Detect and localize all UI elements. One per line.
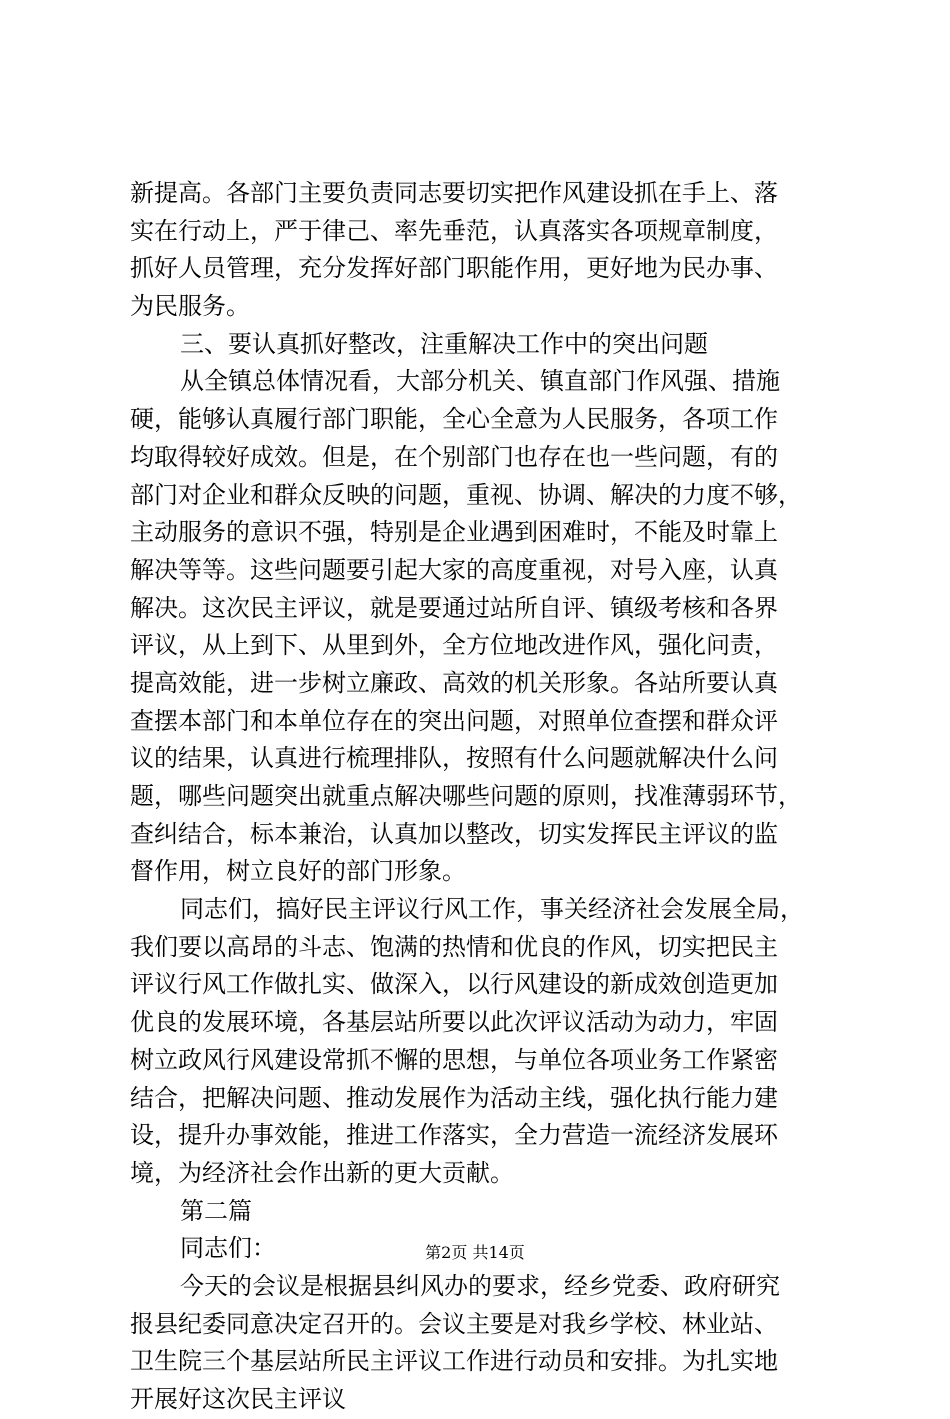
text-line: 开展好这次民主评议: [130, 1385, 346, 1413]
text-line: 优良的发展环境，各基层站所要以此次评议活动为动力，牢固: [130, 1008, 778, 1037]
page-number-label: 第2页 共14页: [425, 1243, 525, 1262]
text-line: 议的结果，认真进行梳理排队，按照有什么问题就解决什么问: [130, 744, 778, 773]
text-line: 我们要以高昂的斗志、饱满的热情和优良的作风，切实把民主: [130, 932, 778, 961]
text-line: 评议，从上到下、从里到外，全方位地改进作风，强化问责，: [130, 631, 778, 660]
text-line: 主动服务的意识不强，特别是企业遇到困难时，不能及时靠上: [130, 518, 778, 547]
text-line: 均取得较好成效。但是，在个别部门也存在也一些问题，有的: [130, 442, 778, 471]
page-footer: [0, 1243, 950, 1263]
text-line: 解决等等。这些问题要引起大家的高度重视，对号入座，认真: [130, 555, 778, 584]
text-line: 督作用，树立良好的部门形象。: [130, 857, 466, 886]
text-line: 部门对企业和群众反映的问题，重视、协调、解决的力度不够，: [130, 480, 802, 509]
document-body: [130, 175, 830, 1419]
text-line: 从全镇总体情况看，大部分机关、镇直部门作风强、措施: [180, 367, 780, 396]
text-line: 同志们，搞好民主评议行风工作，事关经济社会发展全局，: [180, 895, 804, 924]
text-line: 报县纪委同意决定召开的。会议主要是对我乡学校、林业站、: [130, 1309, 778, 1338]
text-line: 硬，能够认真履行部门职能，全心全意为人民服务，各项工作: [130, 405, 778, 434]
text-line: 树立政风行风建设常抓不懈的思想，与单位各项业务工作紧密: [130, 1045, 778, 1074]
text-line: 题，哪些问题突出就重点解决哪些问题的原则，找准薄弱环节，: [130, 782, 802, 810]
text-line: 新提高。各部门主要负责同志要切实把作风建设抓在手上、落: [130, 179, 778, 207]
text-line: 抓好人员管理，充分发挥好部门职能作用，更好地为民办事、: [130, 254, 778, 283]
text-line: 卫生院三个基层站所民主评议工作进行动员和安排。为扎实地: [130, 1347, 778, 1376]
text-line: 第二篇: [180, 1196, 252, 1225]
text-line: 设，提升办事效能，推进工作落实，全力营造一流经济发展环: [130, 1121, 778, 1150]
text-line: 结合，把解决问题、推动发展作为活动主线，强化执行能力建: [130, 1083, 778, 1112]
text-line: 为民服务。: [130, 292, 250, 321]
text-line: 三、要认真抓好整改，注重解决工作中的突出问题: [180, 329, 708, 358]
text-line: 查纠结合，标本兼治，认真加以整改，切实发挥民主评议的监: [130, 819, 778, 848]
text-line: 今天的会议是根据县纠风办的要求，经乡党委、政府研究: [180, 1271, 780, 1300]
text-line: 查摆本部门和本单位存在的突出问题，对照单位查摆和群众评: [130, 706, 778, 735]
text-line: 境，为经济社会作出新的更大贡献。: [130, 1158, 514, 1187]
text-line: 实在行动上，严于律己、率先垂范，认真落实各项规章制度，: [130, 216, 778, 245]
text-line: 同志们：: [180, 1234, 276, 1263]
text-line: 解决。这次民主评议，就是要通过站所自评、镇级考核和各界: [130, 593, 778, 622]
text-line: 评议行风工作做扎实、做深入，以行风建设的新成效创造更加: [130, 970, 778, 999]
text-line: 提高效能，进一步树立廉政、高效的机关形象。各站所要认真: [130, 668, 778, 697]
